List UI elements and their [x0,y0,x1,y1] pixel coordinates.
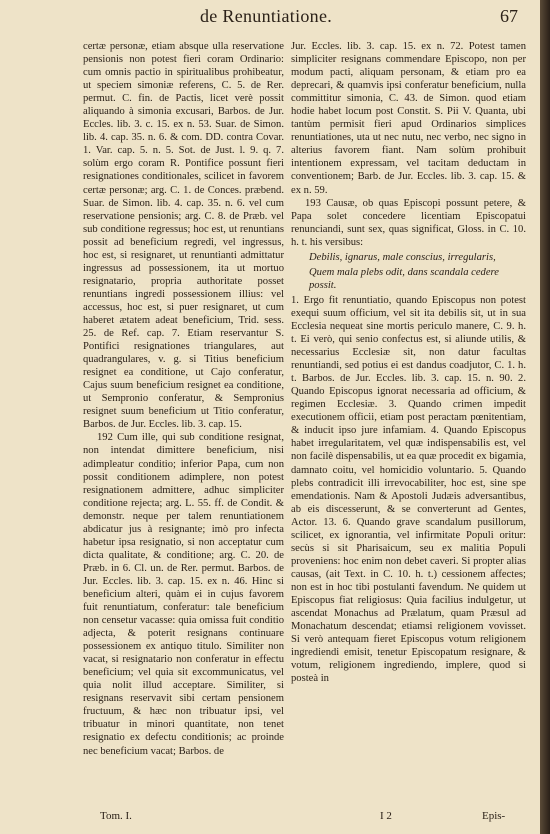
page-number: 67 [500,6,518,26]
catchword: Epis- [482,810,506,822]
left-column [83,40,284,810]
signature-mark: I 2 [380,810,392,822]
paragraph: certæ personæ, etiam absque ulla reservatione pensionis non potest fieri coram Ordinario: cum omnis pactio in spiritualibus prohibeatur, ut speciem simoniæ referens, C. 5. de Rer. permut. C. fin. de Pactis, licet verè possit aliquando à simonia excusari, Barbos. de Jur. Eccles. lib. 3. c. 15. ex n. 53. Suar. de Simon. lib. 4. cap. 35. n. 6. & com. DD. contra Covar. 1. Var. cap. 5. n. 5. Sot. de Just. l. 9. q. 7. solùm ergo coram R. Pontifice possunt fieri resignationes conditionales, scilicet in favorem certæ personæ; arg. C. 1. de Conces. præbend. Suar. de Simon. lib. 4. cap. 35. n. 6. vel cum reservatione pensionis; arg. C. 8. de Præb. vel sub conditione regressus; hoc est, ut renuntians possit ad beneficium regredi, vel ingressus, hoc est, si resignaret, ut renuntianti admittatur ingressus ad possessionem, ita ut mortuo resignatario, propria authoritate posset renuntians ingredi possessionem illius: vel accessus, hoc est, si puer resignaret, ut cum haberet ætatem adeat beneficium, Trid. sess. 25. de Ref. cap. 7. Etiam reservantur S. Pontifici resignationes triangulares, aut quadrangulares, v. g. si Titius beneficium resignet ea conditione, ut Cajo conferatur, Cajus suum beneficium resignet ea conditione, ut Sempronio conferatur, & Sempronius resignet suum beneficium ut Titio conferatur, Barbos. de Jur. Eccles. lib. 3. cap. 15. [83,41,284,431]
paragraph: 192 Cum ille, qui sub conditione resignat, non intendat dimittere beneficium, nisi adimpleatur conditio; inferior Papa, cum non possit conditionem adimplere, non potest resignationem admittere, adhuc simpliciter conditione rejecta; arg. L. 55. ff. de Condit. & demonstr. neque per talem renuntiationem abdicatur jus à resignante; imò pro infecta habetur ipsa resignatio, si non acceptatur cum dicta qualitate, & conditione; arg. C. 20. de Præb. in 6. Cl. un. de Rer. permut. Barbos. de Jur. Eccles. lib. 3. cap. 15. ex n. 46. Hinc si beneficium alteri, quàm ei in cujus favorem fuit renuntiatum, conferatur: tale beneficium non censetur vacasse: quia omissa fuit conditio adjecta, & poterit resignans continuare possessionem ex antiquo titulo. Similiter non vacat, si resignatario non conferatur in effectu beneficium; vel quia sit excommunicatus, vel quia nolit illud acceptare. Similiter, si resignans reservavit sibi certam pensionem fructuum, & hæc non tribuatur ipsi, vel tribuatur in minori quantitate, non tenet resignatio ex defectu conditionis; ac proinde nec beneficium vacat; Barbos. de [83,432,284,757]
page-footer [0,808,540,830]
book-edge [540,0,550,834]
paragraph: 1. Ergo fit renuntiatio, quando Episcopus non potest exequi suum officium, vel sit ita debilis sit, ut in sua Ecclesia nequeat sine mortis periculo manere, C. 9. h. t. Ei verò, qui senio confectus est, si aliunde utilis, & necessarius Ecclesiæ sit, non datur facultas renuntiandi, sed potius ei est dandus coadjutor, C. 1. h. t. Barbos. de Jur. Eccles. lib. 3. cap. 15. n. 90. 2. Quando Episcopus ignorat necessaria ad officium, & regimen Ecclesiæ. 3. Quando crimen impedit executionem officii, etiam post peractam pœnitentiam, & inducit ipso jure infamiam. 4. Quando Episcopus habet irregularitatem, vel quæ indispensabilis est, vel non facilè dispensabilis, ut ea quæ procedit ex bigamia, damnato coitu, vel homicidio voluntario. 5. Quando plebs contradicit illi irrevocabiliter, hoc est, sine spe emendationis. Nam & Apostoli Judæis adversantibus, ab eis discesserunt, & se converterunt ad Gentes, Actor. 13. 6. Quando grave scandalum pusillorum, scilicet, ex ignorantia, vel infirmitate Populi oritur: secùs si sit Pharisaicum, seu ex malitia Populi proveniens: hoc enim non debet caveri. Si propter alias causas, (ait Text. in C. 10. h. t.) cessionem affectes; non est in hoc tibi postulanti favendum. Ne quidem ut Episcopus fiat religiosus: Quia facilius indulgetur, ut ascendat Monachus ad Prælatum, quam Præsul ad Monachatum descendat; etiamsi religionem vovisset. Si verò antequam fieret Episcopus votum religionem ingrediendi emisit, tenetur Episcopatum resignare, & votum, religionem ingrediendo, implere, quod si posteà in [291,294,526,685]
page-header [0,4,540,32]
verse-line: Quem mala plebs odit, dans scandala cedere possit. [309,266,499,291]
verse-line: Debilis, ignarus, male conscius, irregularis, [309,251,496,263]
paragraph: Jur. Eccles. lib. 3. cap. 15. ex n. 72. Potest tamen simpliciter resignans commendare Episcopo, non per modum pacti, aliquam personam, & etiam pro ea deprecari, & quamvis ipsi conferatur beneficium, nulla committitur simonia, C. 43. de Simon. quod etiam hodie habet locum post Constit. S. Pii V. Quanta, ubi tantùm permisit fieri apud Ordinarios simplices renuntiationes, uta ut nec nutu, nec verbo, nec signo in alterius favorem fiant. Nam solùm prohibuit intentionem expressam, vel tacitam deductam in conventionem; Barb. de Jur. Eccles. lib. 3. cap. 15. & ex n. 59. [291,41,526,196]
paragraph: 193 Causæ, ob quas Episcopi possunt petere, & Papa solet concedere licentiam Episcopatui renunciandi, sunt sex, quas significat, Gloss. in C. 10. h. t. his versibus: [291,197,526,248]
right-column [291,40,526,810]
running-title: de Renuntiatione. [200,6,333,26]
volume-label: Tom. I. [100,810,132,822]
